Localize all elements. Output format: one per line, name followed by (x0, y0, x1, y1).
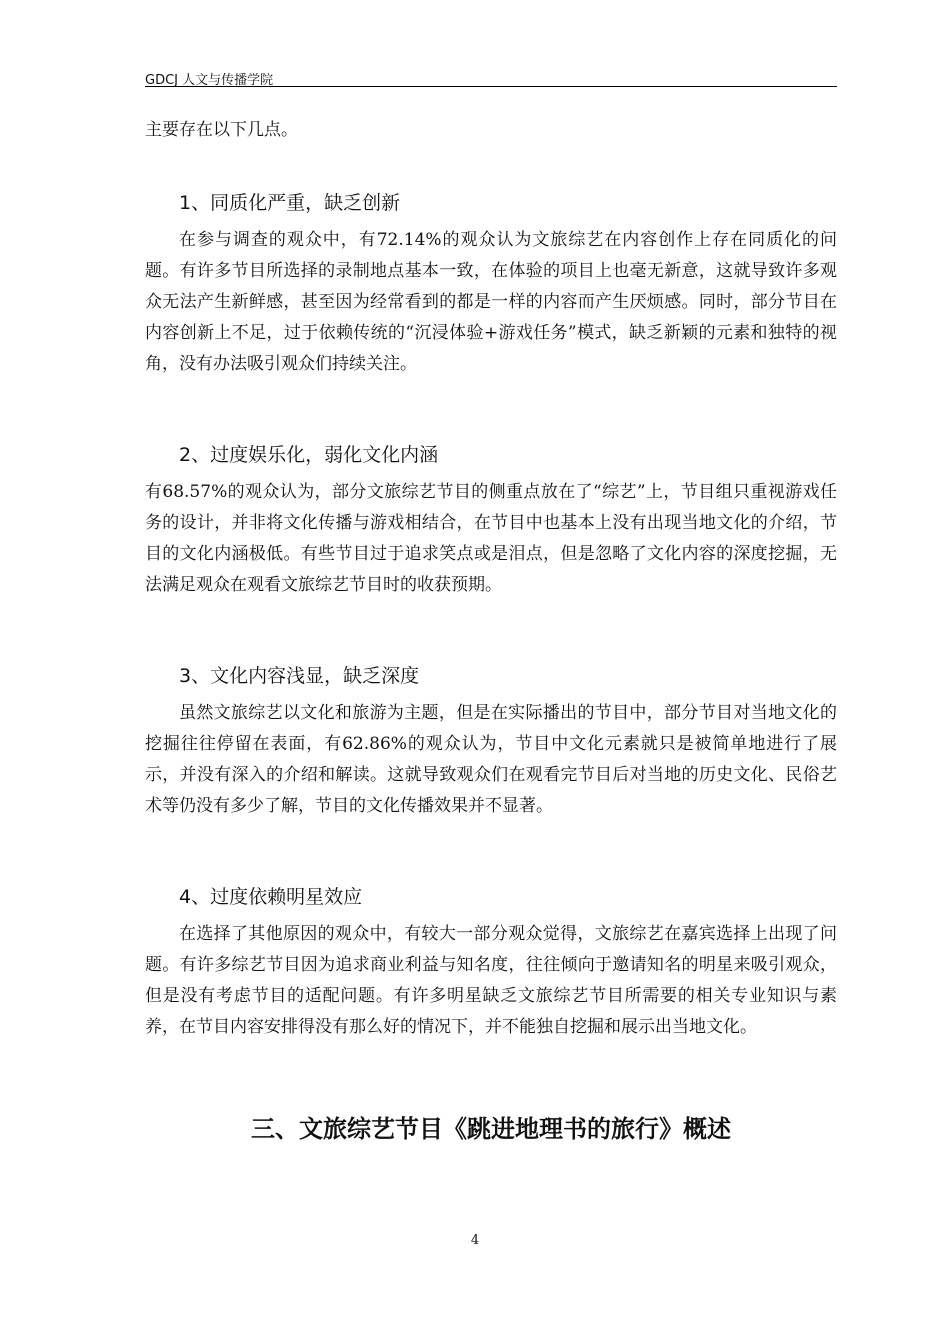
section-2-paragraph: 有68.57%的观众认为，部分文旅综艺节目的侧重点放在了“综艺”上，节目组只重视游戏任务的设计，并非将文化传播与游戏相结合，在节目中也基本上没有出现当地文化的介绍，节目的文化内涵极低。有些节目过于追求笑点或是泪点，但是忽略了文化内容的深度挖掘，无法满足观众在观看文旅综艺节目时的收获预期。 (145, 482, 837, 595)
intro-paragraph: 主要存在以下几点。 (145, 120, 298, 140)
page-header (145, 66, 837, 87)
section-3-paragraph: 虽然文旅综艺以文化和旅游为主题，但是在实际播出的节目中，部分节目对当地文化的挖掘往往停留在表面，有62.86%的观众认为，节目中文化元素就只是被简单地进行了展示，并没有深入的介绍和解读。这就导致观众们在观看完节目后对当地的历史文化、民俗艺术等仍没有多少了解，节目的文化传播效果并不显著。 (145, 703, 837, 816)
section-3-heading: 3、文化内容浅显，缺乏深度 (179, 665, 420, 687)
section-4-heading: 4、过度依赖明星效应 (179, 886, 363, 908)
chapter-heading: 三、文旅综艺节目《跳进地理书的旅行》概述 (251, 1115, 731, 1143)
header-text: GDCJ 人文与传播学院 (145, 73, 274, 88)
page-number: 4 (470, 1233, 480, 1248)
document-body (145, 115, 837, 1147)
section-1-heading: 1、同质化严重，缺乏创新 (179, 192, 401, 214)
section-1-paragraph: 在参与调查的观众中，有72.14%的观众认为文旅综艺在内容创作上存在同质化的问题。有许多节目所选择的录制地点基本一致，在体验的项目上也毫无新意，这就导致许多观众无法产生新鲜感，甚至因为经常看到的都是一样的内容而产生厌烦感。同时，部分节目在内容创新上不足，过于依赖传统的“沉浸体验+游戏任务”模式，缺乏新颖的元素和独特的视角，没有办法吸引观众们持续关注。 (145, 230, 837, 374)
section-2-heading: 2、过度娱乐化，弱化文化内涵 (179, 444, 439, 466)
section-4-paragraph: 在选择了其他原因的观众中，有较大一部分观众觉得，文旅综艺在嘉宾选择上出现了问题。有许多综艺节目因为追求商业利益与知名度，往往倾向于邀请知名的明星来吸引观众，但是没有考虑节目的适配问题。有许多明星缺乏文旅综艺节目所需要的相关专业知识与素养，在节目内容安排得没有那么好的情况下，并不能独自挖掘和展示出当地文化。 (145, 924, 837, 1037)
